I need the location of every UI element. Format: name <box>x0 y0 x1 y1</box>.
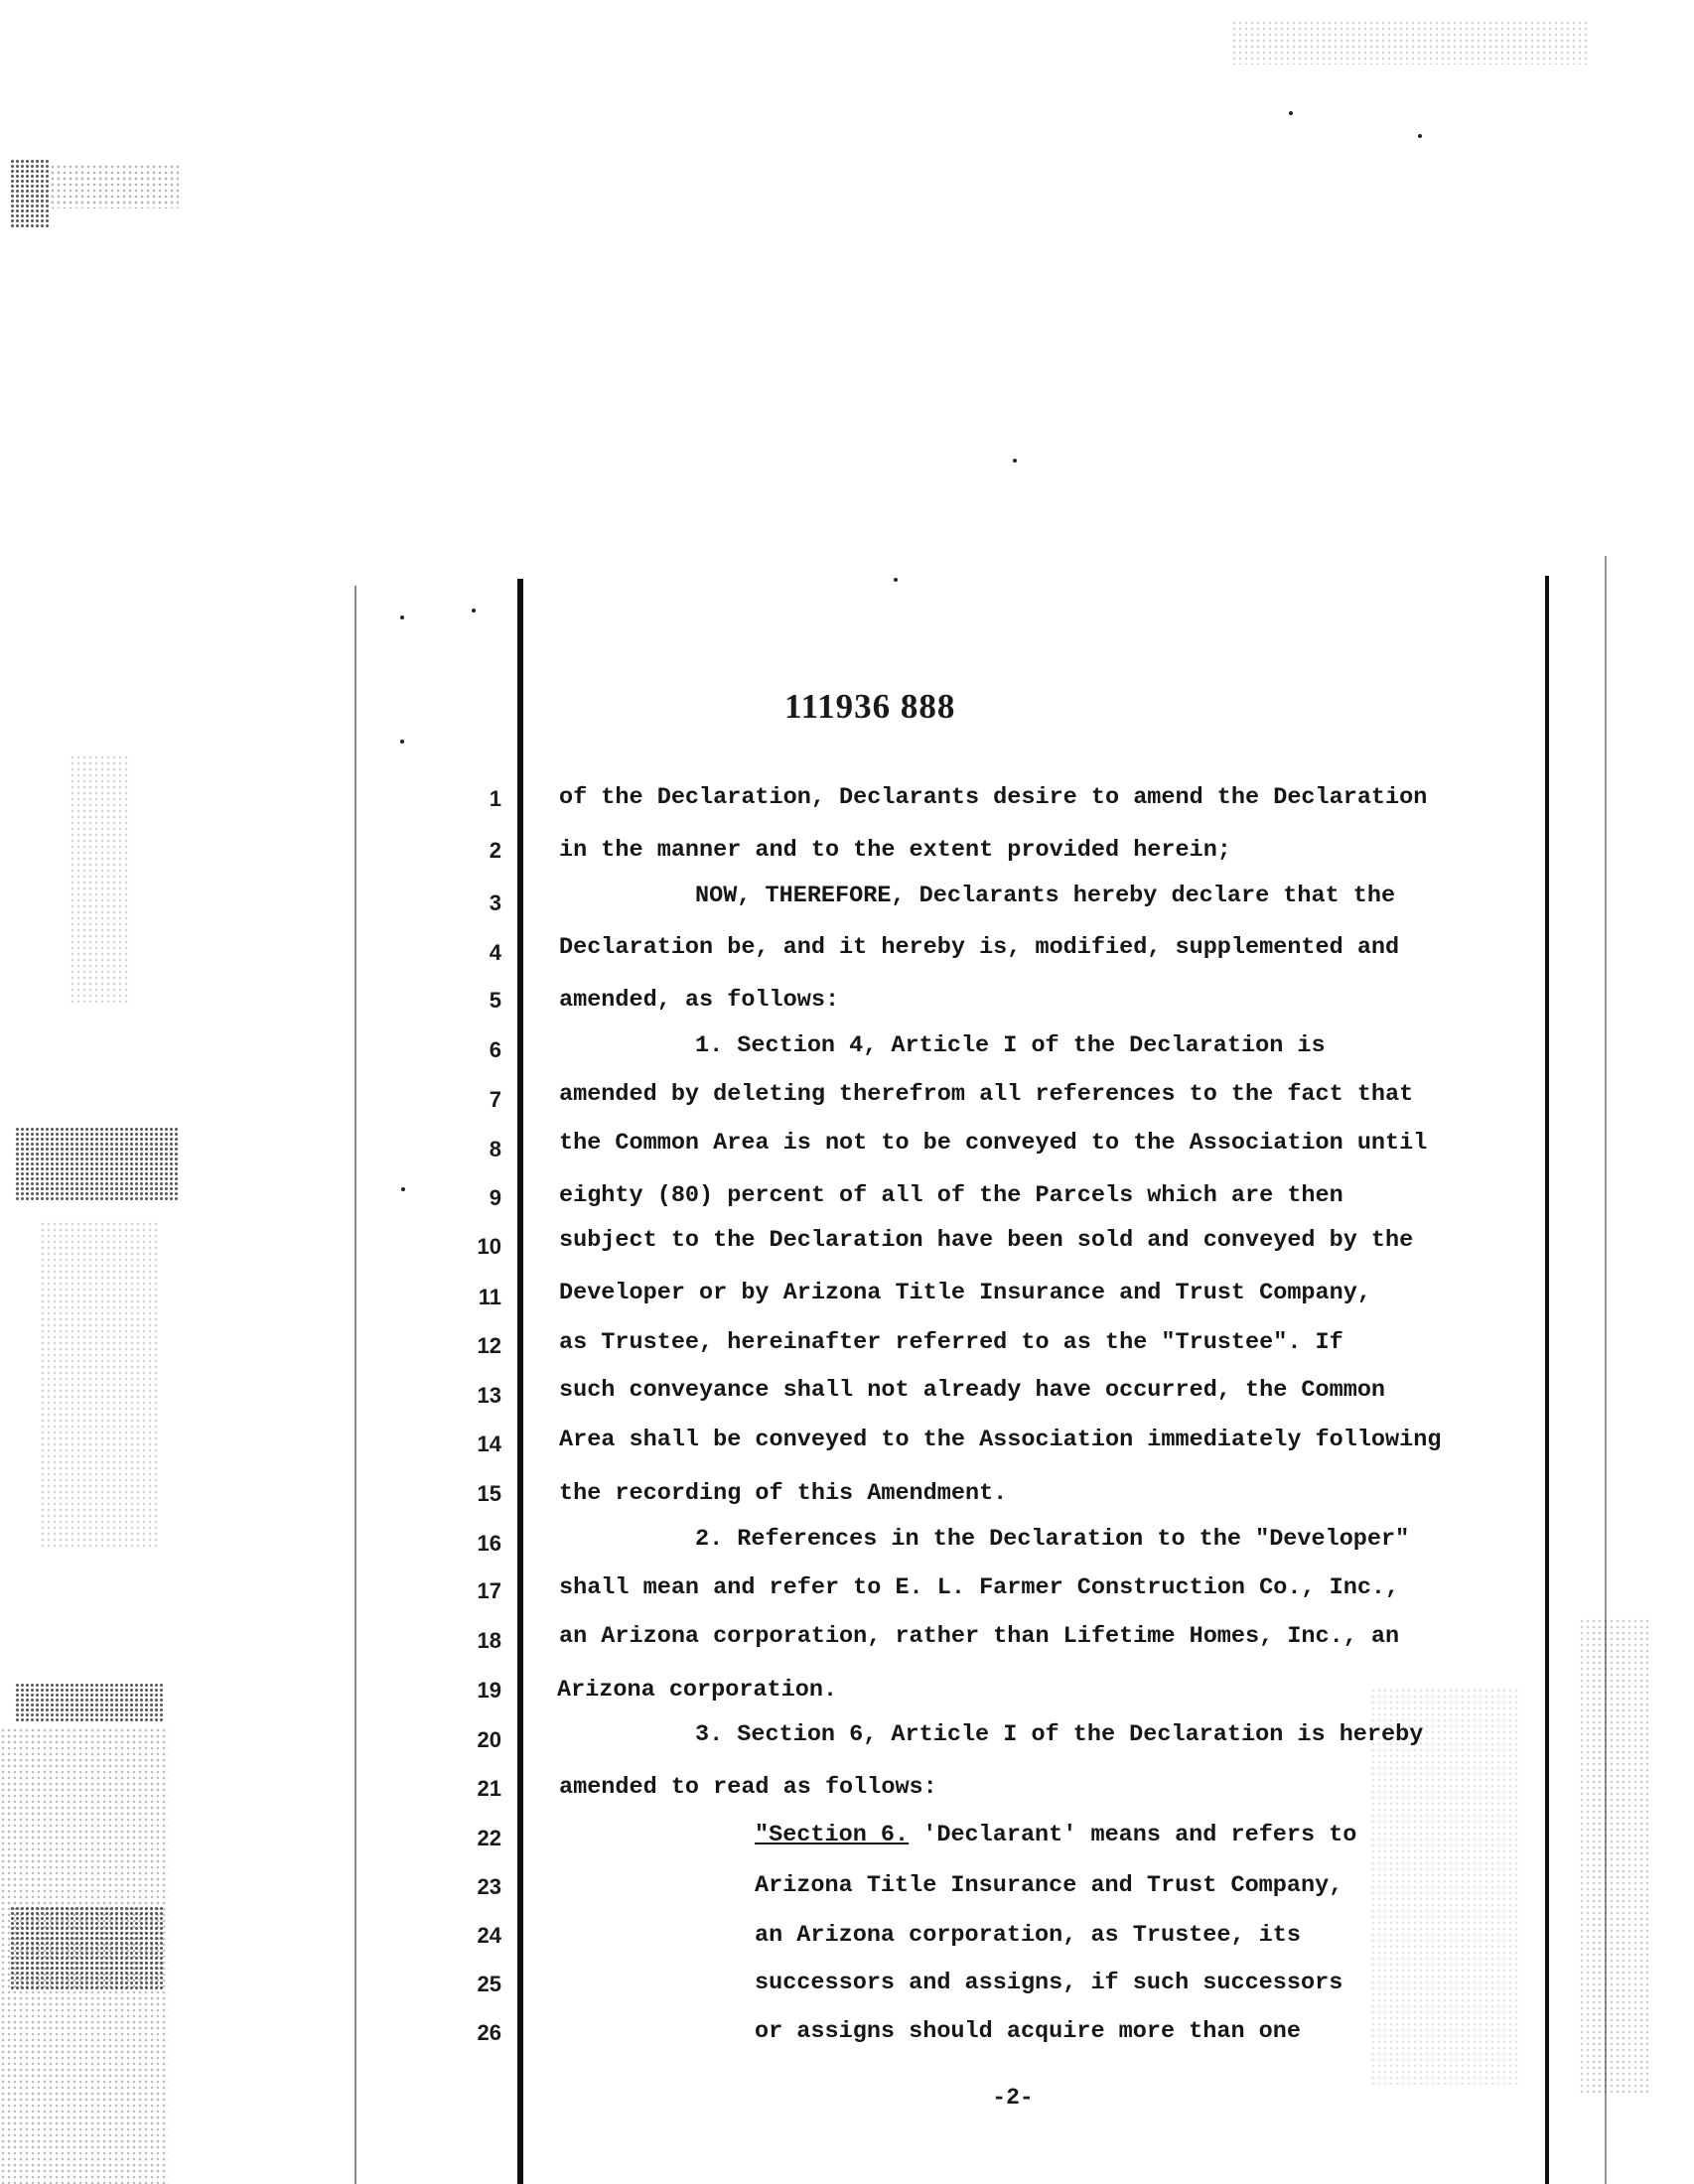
line-number: 21 <box>477 1776 501 1801</box>
line-number: 6 <box>489 1037 501 1062</box>
scan-noise <box>10 159 50 228</box>
body-text-line: Developer or by Arizona Title Insurance and Trust Company, <box>559 1280 1371 1306</box>
scan-speck <box>401 1187 405 1191</box>
line-number: 4 <box>489 940 501 965</box>
scan-speck <box>472 609 476 613</box>
line-number: 16 <box>477 1531 501 1556</box>
line-number: 13 <box>477 1383 501 1408</box>
line-number: 20 <box>477 1727 501 1752</box>
line-number: 23 <box>477 1874 501 1899</box>
scan-speck <box>400 740 404 744</box>
line-number: 15 <box>477 1481 501 1506</box>
line-number: 3 <box>489 890 501 915</box>
section-6-text: 'Declarant' means and refers to <box>909 1822 1357 1848</box>
line-number: 9 <box>489 1185 501 1210</box>
line-number: 1 <box>489 786 501 811</box>
line-number: 19 <box>477 1678 501 1703</box>
line-number: 5 <box>489 988 501 1013</box>
body-text-line: 1. Section 4, Article I of the Declaration is <box>695 1032 1326 1059</box>
body-text-line: eighty (80) percent of all of the Parcels which are then <box>559 1182 1343 1209</box>
line-number: 17 <box>477 1578 501 1603</box>
line-number: 12 <box>477 1333 501 1358</box>
body-text-line: amended, as follows: <box>559 987 840 1014</box>
body-text-line: an Arizona corporation, as Trustee, its <box>755 1922 1301 1949</box>
scan-noise <box>70 754 129 1003</box>
far-right-margin-rule <box>1605 556 1607 2184</box>
line-number: 8 <box>489 1137 501 1161</box>
line-number: 2 <box>489 838 501 863</box>
scan-speck <box>1418 134 1422 138</box>
body-text-line: shall mean and refer to E. L. Farmer Construction Co., Inc., <box>559 1574 1400 1601</box>
body-text-line: in the manner and to the extent provided herein; <box>559 837 1231 864</box>
document-number-stamp: 111936 888 <box>784 687 956 726</box>
line-number: 14 <box>477 1432 501 1456</box>
scan-noise <box>10 1906 164 1990</box>
line-number: 11 <box>478 1285 501 1309</box>
section-6-heading: "Section 6. <box>755 1822 910 1848</box>
body-text-line: 3. Section 6, Article I of the Declaration is hereby <box>695 1721 1424 1748</box>
scan-noise <box>40 1221 159 1549</box>
far-left-margin-rule <box>354 586 356 2184</box>
scan-speck <box>1289 111 1293 115</box>
body-text-line: such conveyance shall not already have occurred, the Common <box>559 1377 1386 1404</box>
scan-noise <box>1579 1618 1648 2095</box>
body-text-line: or assigns should acquire more than one <box>755 2018 1301 2045</box>
line-number: 24 <box>477 1923 501 1948</box>
body-text-line: amended to read as follows: <box>559 1774 937 1801</box>
line-number: 22 <box>477 1826 501 1850</box>
body-text-line: NOW, THEREFORE, Declarants hereby declare that the <box>695 883 1396 909</box>
scan-noise <box>15 1127 179 1201</box>
body-text-line: amended by deleting therefrom all references to the fact that <box>559 1081 1414 1108</box>
body-text-line: an Arizona corporation, rather than Lifetime Homes, Inc., an <box>559 1623 1400 1650</box>
body-text-line: Arizona Title Insurance and Trust Company, <box>755 1872 1343 1899</box>
right-margin-rule <box>1545 576 1549 2184</box>
body-text-line: 2. References in the Declaration to the "Developer" <box>695 1526 1410 1553</box>
body-text-line: Area shall be conveyed to the Association immediately following <box>559 1427 1442 1453</box>
scan-noise <box>50 164 179 208</box>
scan-noise <box>15 1683 164 1722</box>
body-text-line: the recording of this Amendment. <box>559 1480 1008 1507</box>
body-text-line <box>755 1821 1356 1850</box>
line-number: 26 <box>477 2020 501 2045</box>
page-number: -2- <box>992 2085 1034 2111</box>
scan-speck <box>1013 459 1017 463</box>
body-text-line: subject to the Declaration have been sold and conveyed by the <box>559 1227 1414 1254</box>
body-text-line: the Common Area is not to be conveyed to the Association until <box>559 1130 1428 1157</box>
scan-speck <box>894 578 898 582</box>
line-number: 18 <box>477 1628 501 1653</box>
body-text-line: successors and assigns, if such successors <box>755 1970 1343 1996</box>
body-text-line: of the Declaration, Declarants desire to amend the Declaration <box>559 784 1428 811</box>
line-number: 7 <box>489 1087 501 1112</box>
body-text-line: Declaration be, and it hereby is, modified, supplemented and <box>559 934 1400 961</box>
left-margin-rule <box>517 579 523 2184</box>
line-number: 25 <box>477 1972 501 1996</box>
line-number: 10 <box>477 1234 501 1259</box>
scan-noise <box>1231 20 1589 65</box>
scan-speck <box>400 615 404 619</box>
body-text-line: as Trustee, hereinafter referred to as the "Trustee". If <box>559 1329 1343 1356</box>
body-text-line: Arizona corporation. <box>557 1677 838 1704</box>
